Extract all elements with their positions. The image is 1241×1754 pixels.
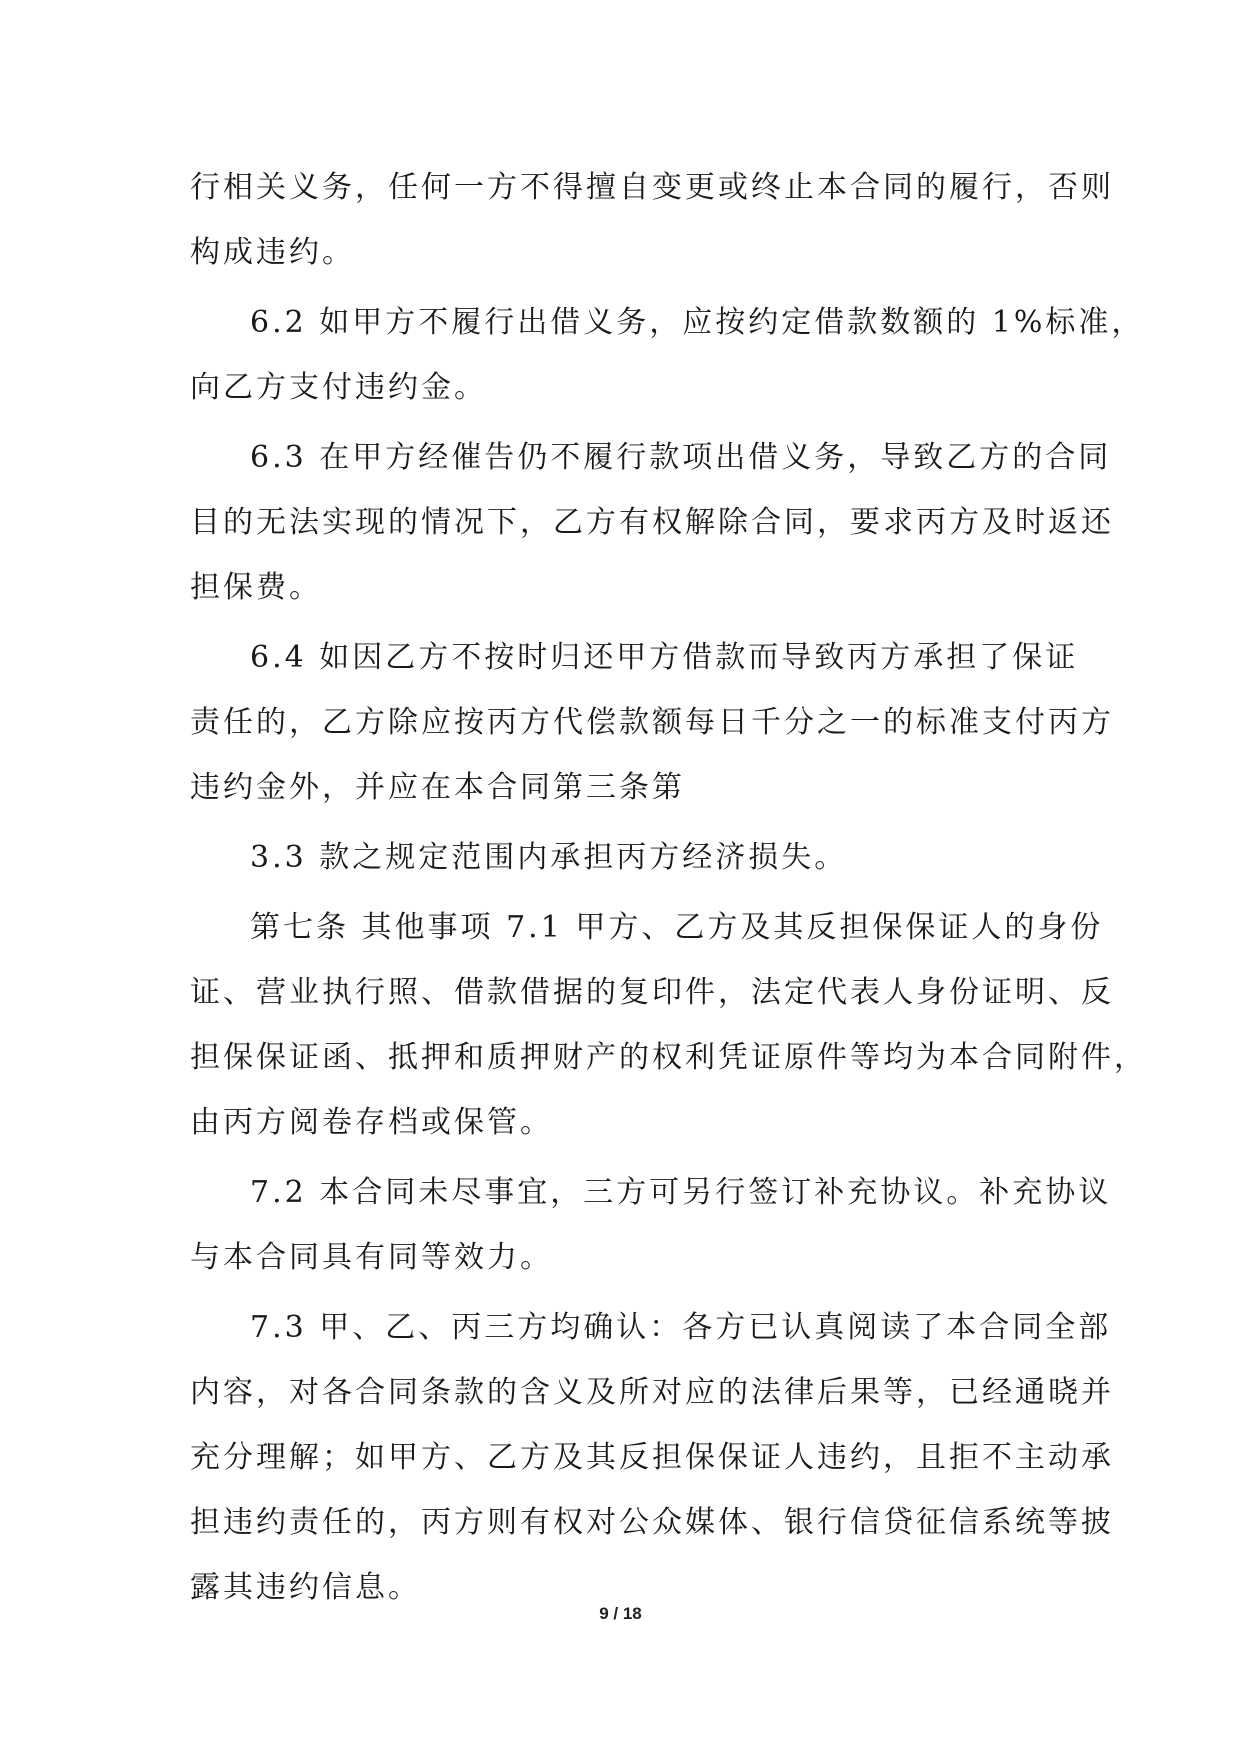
text-line: 担违约责任的，丙方则有权对公众媒体、银行信贷征信系统等披: [190, 1505, 1114, 1540]
paragraph-6-2: [190, 290, 1145, 420]
text-line: 证、营业执行照、借款借据的复印件，法定代表人身份证明、反: [190, 975, 1114, 1010]
text-line: 充分理解；如甲方、乙方及其反担保保证人违约，且拒不主动承: [190, 1440, 1114, 1475]
text-line: 6.3 在甲方经催告仍不履行款项出借义务，导致乙方的合同: [250, 440, 1112, 475]
text-line: 行相关义务，任何一方不得擅自变更或终止本合同的履行，否则: [190, 170, 1114, 205]
paragraph-6-4: [190, 625, 1114, 820]
text-line: 担保费。: [190, 570, 322, 605]
paragraph-6-1-continued: [190, 155, 1114, 285]
text-line: 3.3 款之规定范围内承担丙方经济损失。: [250, 840, 848, 875]
text-line: 责任的，乙方除应按丙方代偿款额每日千分之一的标准支付丙方: [190, 705, 1114, 740]
paragraph-6-3: [190, 425, 1114, 620]
page-number: 9 / 18: [599, 1604, 642, 1623]
paragraph-7-3: [190, 1295, 1114, 1620]
document-body: [190, 155, 1147, 1625]
text-line: 目的无法实现的情况下，乙方有权解除合同，要求丙方及时返还: [190, 505, 1114, 540]
text-line: 第七条 其他事项 7.1 甲方、乙方及其反担保保证人的身份: [250, 910, 1104, 945]
paragraph-7-2: [190, 1160, 1112, 1290]
text-line: 违约金外，并应在本合同第三条第: [190, 770, 685, 805]
text-line: 构成违约。: [190, 235, 355, 270]
text-line: 7.3 甲、乙、丙三方均确认：各方已认真阅读了本合同全部: [250, 1310, 1112, 1345]
text-line: 7.2 本合同未尽事宜，三方可另行签订补充协议。补充协议: [250, 1175, 1112, 1210]
text-line: 6.2 如甲方不履行出借义务，应按约定借款数额的 1%标准，: [250, 305, 1145, 340]
paragraph-article-7-1: [190, 895, 1147, 1155]
text-line: 担保保证函、抵押和质押财产的权利凭证原件等均为本合同附件，: [190, 1040, 1147, 1075]
text-line: 露其违约信息。: [190, 1570, 421, 1605]
text-line: 由丙方阅卷存档或保管。: [190, 1105, 553, 1140]
text-line: 与本合同具有同等效力。: [190, 1240, 553, 1275]
paragraph-3-3-reference: [190, 825, 1060, 890]
text-line: 6.4 如因乙方不按时归还甲方借款而导致丙方承担了保证: [250, 640, 1079, 675]
text-line: 内容，对各合同条款的含义及所对应的法律后果等，已经通晓并: [190, 1375, 1114, 1410]
text-line: 向乙方支付违约金。: [190, 370, 487, 405]
